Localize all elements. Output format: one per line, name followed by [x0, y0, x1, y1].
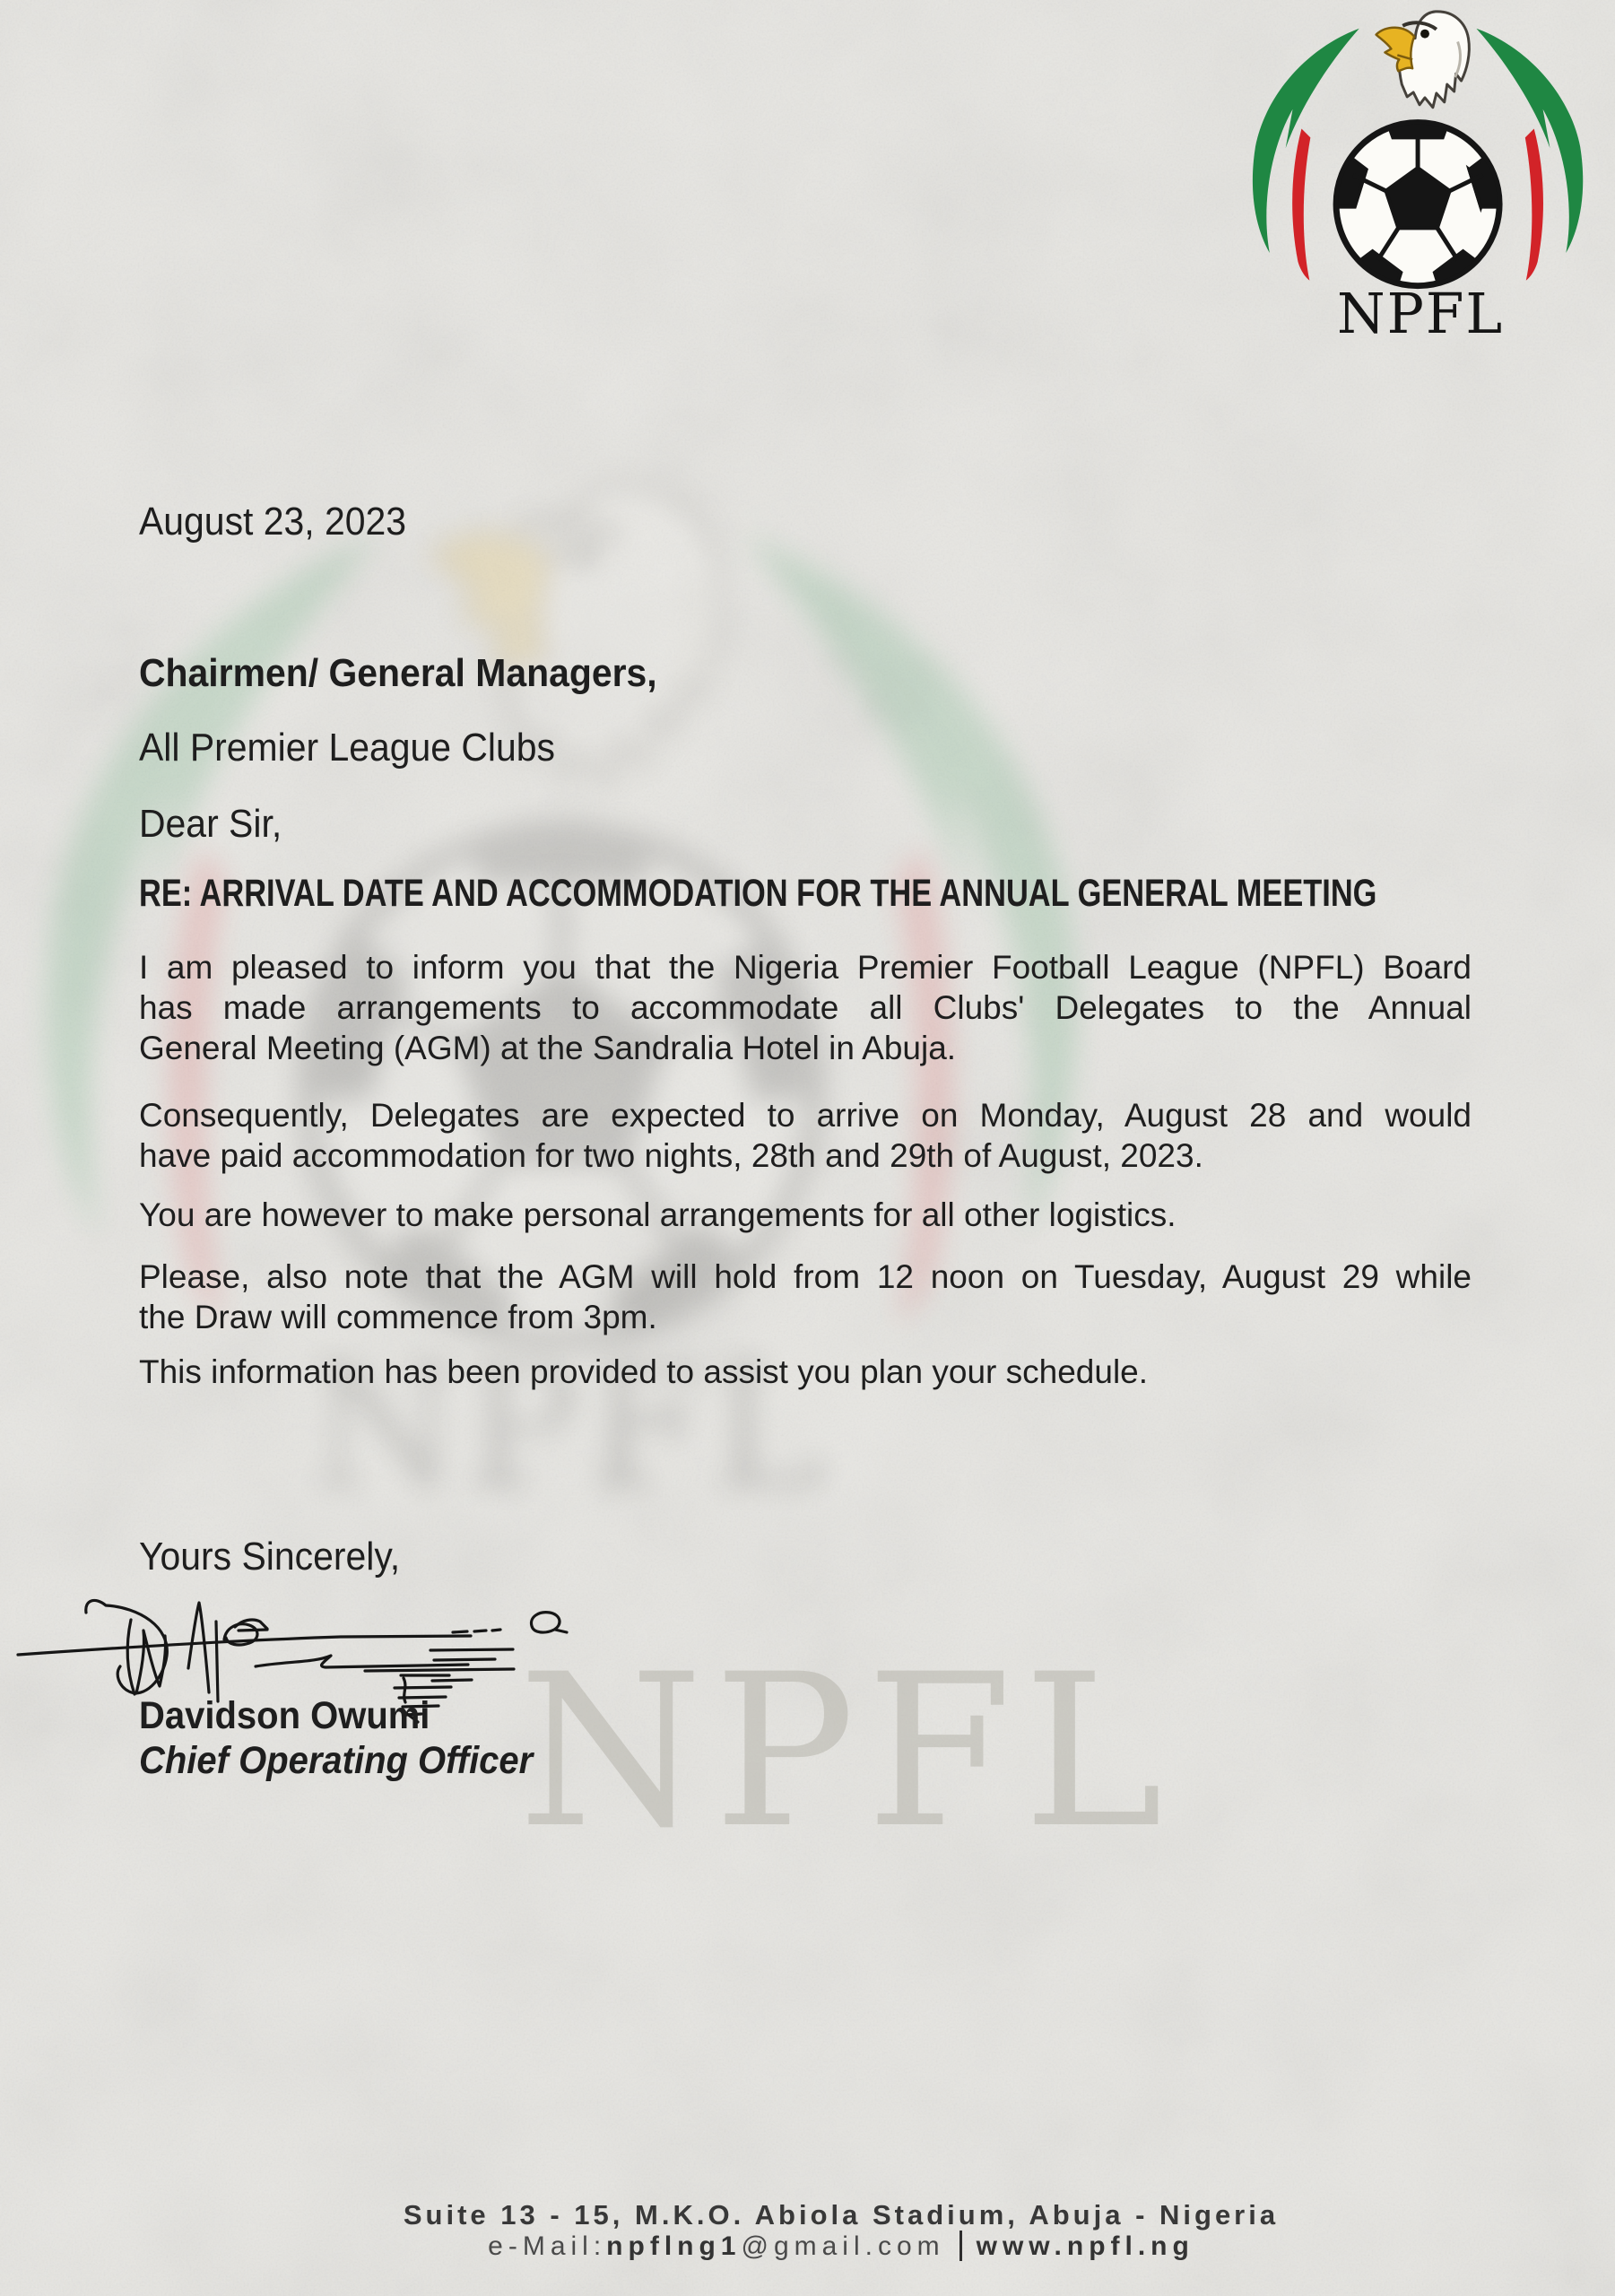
footer-address: Suite 13 - 15, M.K.O. Abiola Stadium, Abuja - Nigeria [403, 2199, 1280, 2231]
subject-line: RE: ARRIVAL DATE AND ACCOMMODATION FOR THE ANNUAL GENERAL MEETING [139, 872, 1377, 915]
text-watermark: NPFL [518, 1630, 1174, 1874]
footer-contacts [67, 2231, 1615, 2263]
footer-divider [959, 2231, 962, 2261]
email-domain: @gmail.com [741, 2231, 945, 2261]
signatory-title: Chief Operating Officer [139, 1739, 534, 1782]
email-user: npflng1 [606, 2231, 742, 2261]
paragraph-line: General Meeting (AGM) at the Sandralia Hotel in Abuja. [139, 1030, 957, 1066]
paragraph-line: You are however to make personal arrangements for all other logistics. [139, 1196, 1177, 1233]
paragraph-line: Please, also note that the AGM will hold from 12 noon on Tuesday, August 29 while [139, 1258, 1472, 1295]
website-link: www.npfl.ng [976, 2231, 1194, 2261]
letter-date: August 23, 2023 [139, 500, 407, 544]
email-label: e-Mail: [488, 2231, 607, 2261]
paragraph-line: has made arrangements to accommodate all Clubs' Delegates to the Annual [139, 989, 1472, 1026]
footer [67, 2199, 1615, 2263]
paragraph-line: Consequently, Delegates are expected to arrive on Monday, August 28 and would [139, 1097, 1472, 1134]
signatory-name: Davidson Owumi [139, 1694, 430, 1737]
paragraph-line: I am pleased to inform you that the Nigeria Premier Football League (NPFL) Board [139, 949, 1472, 986]
paragraph [139, 1095, 1472, 1176]
closing: Yours Sincerely, [139, 1535, 401, 1578]
paragraph [139, 1257, 1472, 1337]
recipient-title: Chairmen/ General Managers, [139, 651, 657, 695]
paragraph-line: the Draw will commence from 3pm. [139, 1299, 657, 1335]
paragraph-line: have paid accommodation for two nights, 28th and 29th of August, 2023. [139, 1137, 1203, 1174]
salutation: Dear Sir, [139, 802, 282, 846]
paragraph [139, 947, 1472, 1068]
paragraph-line: This information has been provided to assist you plan your schedule. [139, 1353, 1149, 1390]
paragraph [139, 1195, 1472, 1235]
paragraph [139, 1352, 1472, 1392]
recipient-org: All Premier League Clubs [139, 726, 555, 770]
